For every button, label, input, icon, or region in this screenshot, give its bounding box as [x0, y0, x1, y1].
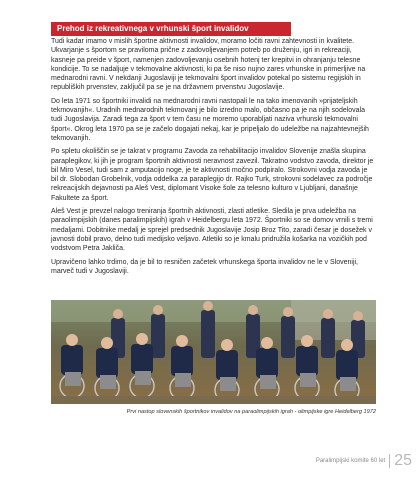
footer-label: Paralimpijski komite 60 let — [315, 458, 386, 464]
paragraph: Aleš Vest je prevzel nalogo treniranja športnih aktivnosti, zlasti atletike. Sledila je prva udeležba na paraolimpijskih (danes paralimpijskih) igrah v Heidelbergu leta 1972. Športniki so se domov vrnili s tremi medaljami. Dobitnike medalj je sprejel predsednik Jugoslavije Josip Broz Tito, zaradi česar je dosežek v javnosti dobil pravo, delno tudi medijsko veljavo. Atletiki so je kmalu pridružila košarka na vozičkih pod vodstvom Petra Jakliča. — [51, 208, 373, 253]
article-body — [51, 37, 376, 280]
paragraph: Tudi kadar imamo v mislih športne aktivnosti invalidov, moramo ločiti ravni zahtevnosti in kvalitete. Ukvarjanje s športom se praviloma prične z zadovoljevanjem potreb po druženju, igri in rekreaciji, kasneje pa preide v šport, namenjen zadovoljevanju osebnih hotenj ter krepitvi in ohranjanju telesne kondicije. To se nadaljuje v tekmovalne aktivnosti, ki pa še niso nujno zares vrhunske in primerljive na mednarodni ravni. V nekdanji Jugoslaviji je tekmovalni šport invalidov potekal po sistemu regijskih in republiških prvenstev, zaključil pa se je na državnem prvenstvu Jugoslavije. — [51, 38, 366, 92]
team-photo — [51, 300, 376, 404]
paragraph: Upravičeno lahko trdimo, da je bil to resničen začetek vrhunskega športa invalidov ne le v Sloveniji, marveč tudi v Jugoslaviji. — [51, 258, 358, 275]
page-footer — [316, 452, 412, 470]
page-number: 25 — [394, 452, 412, 469]
section-heading: Prehod iz rekreativnega v vrhunski šport invalidov — [51, 22, 291, 36]
paragraph: Po spletu okoliščin se je takrat v programu Zavoda za rehabilitacijo invalidov Slovenije znašla skupina paraplegikov, ki jih je program športnih aktivnosti neravnost zavezil. Takratno vodstvo zavoda, direktor je bil Miro Vesel, tudi sam z amputacijo noge, je te aktivnosti močno podpiralo. Strokovni vodja zavoda je bil dr. Slobodan Grobelnik, vodja oddelka za paraplegijo dr. Rajko Turk, strokovni sodelavec za področje rekreacijskih dejavnosti pa Aleš Vest, diplomant Visoke šole za telesno kulturo v Ljubljani, današnje Fakultete za šport. — [51, 148, 374, 202]
footer-divider — [389, 454, 390, 468]
paragraph: Do leta 1971 so športniki invalidi na mednarodni ravni nastopali le na tako imenovanih »prijateljskih tekmovanjih«. Uradnih mednarodnih tekmovanj je bilo izredno malo, občasno pa je na njih sodelovala tudi Jugoslavija. Zaradi tega za šport v tem času ne moremo uporabljati naziva vrhunski tekmovalni šport«. Okrog leta 1970 pa se je začelo dogajati nekaj, kar je pripeljalo do udeležbe na najzahtevnejših tekmovanjih. — [51, 97, 369, 142]
photo-caption: Prvi nastop slovenskih športnikov invalidov na paraolimpijskih igrah - olimpijske igre Heidelberg 1972 — [126, 409, 376, 415]
team-photo-image — [51, 300, 376, 404]
